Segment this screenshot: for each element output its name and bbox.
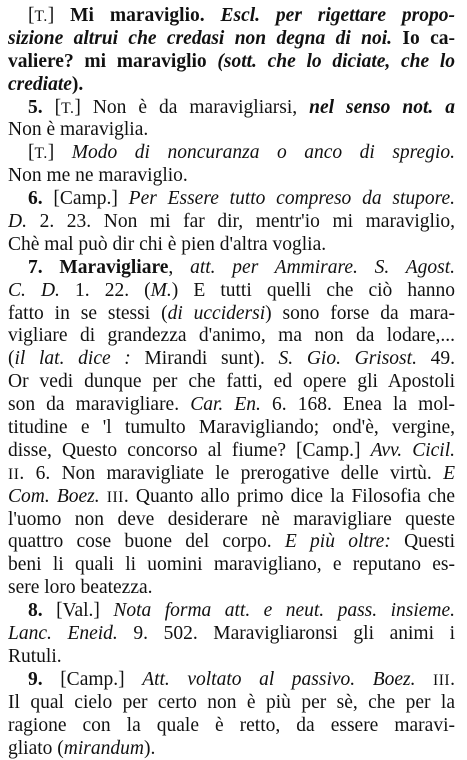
text-segment: III <box>107 489 124 506</box>
text-segment: ] <box>48 142 72 163</box>
text-line <box>8 715 455 738</box>
text-segment: 49. <box>431 348 455 369</box>
text-line <box>8 692 455 715</box>
text-segment: Rutuli. <box>8 646 62 667</box>
text-segment: [ <box>28 5 35 26</box>
text-line <box>8 440 455 463</box>
text-segment: Non me ne maraviglio. <box>8 165 188 186</box>
text-segment: Lanc. Eneid. <box>8 623 133 644</box>
text-line <box>8 646 455 669</box>
text-segment: ( <box>8 348 15 369</box>
text-line <box>8 463 455 486</box>
text-segment: II <box>8 466 19 483</box>
text-line <box>8 51 455 74</box>
text-segment: . <box>450 669 455 690</box>
text-segment: mirandum <box>64 738 144 759</box>
text-segment: Att. voltato al passivo. Boez. <box>142 669 433 690</box>
text-segment: III <box>433 672 450 689</box>
text-segment: (sott. che lo diciate, che lo <box>217 51 455 72</box>
text-line <box>8 738 455 760</box>
text-segment: Escl. per rigettare propo- <box>221 5 455 26</box>
text-segment: [ <box>28 142 35 163</box>
text-segment: 1. 22. ( <box>75 280 151 301</box>
text-line <box>8 280 455 303</box>
text-line <box>8 669 455 692</box>
text-segment: ragione con la quale è retto, da essere maravi- <box>8 715 455 736</box>
text-segment: att. per Ammirare. S. Agost. <box>190 257 455 278</box>
text-segment: [Camp.] <box>60 669 142 690</box>
text-segment: Chè mal può dir chi è pien d'altra voglia. <box>8 234 326 255</box>
text-segment: fatto in se stessi ( <box>8 303 168 324</box>
text-segment: Io ca- <box>402 28 455 49</box>
text-segment: E più oltre: <box>285 531 404 552</box>
text-segment: sizione altrui che credasi non degna di noi. <box>8 28 402 49</box>
text-line <box>8 303 455 326</box>
text-segment: C. D. <box>8 280 75 301</box>
text-segment: vigliare di grandezza d'animo, ma non da lodare,... <box>8 325 455 346</box>
text-segment: D. <box>8 211 40 232</box>
text-line <box>8 234 455 257</box>
text-segment: [Camp.] <box>53 188 128 209</box>
text-segment: T. <box>35 145 48 162</box>
text-line <box>8 257 455 280</box>
text-line <box>8 531 455 554</box>
text-segment: son da maravigliare. <box>8 394 190 415</box>
text-segment: 6. 168. Enea la mol- <box>272 394 455 415</box>
text-line <box>8 600 455 623</box>
text-segment: 2. 23. Non mi far dir, mentr'io mi maraviglio, <box>40 211 455 232</box>
text-line <box>8 417 455 440</box>
text-segment: E <box>443 463 455 484</box>
text-line <box>8 623 455 646</box>
text-segment: quattro cose buone del corpo. <box>8 531 285 552</box>
text-segment: 9. <box>28 669 60 690</box>
text-segment: Com. Boez. <box>8 486 107 507</box>
text-segment: ). <box>72 74 83 95</box>
text-segment: , <box>168 257 190 278</box>
text-line <box>8 97 455 120</box>
text-segment: Or vedi dunque per che fatti, ed opere gli Apostoli <box>8 371 455 392</box>
text-segment: Nota forma att. e neut. pass. insieme. <box>113 600 455 621</box>
text-segment: Mirandi sunt). <box>144 348 278 369</box>
text-line <box>8 371 455 394</box>
text-line <box>8 188 455 211</box>
text-segment: Il qual cielo per certo non è più per sè, che per la <box>8 692 455 713</box>
text-segment: 6. <box>28 188 53 209</box>
text-segment: 8. <box>28 600 56 621</box>
text-segment: T. <box>35 8 48 25</box>
text-segment: [Val.] <box>56 600 113 621</box>
text-segment: Modo di noncuranza o anco di spregio. <box>72 142 455 163</box>
text-line <box>8 325 455 348</box>
text-line <box>8 577 455 600</box>
text-segment: Car. En. <box>190 394 272 415</box>
text-segment: [ <box>55 97 62 118</box>
text-segment: Non è maraviglia. <box>8 119 148 140</box>
text-segment: beni li quali li uomini maravigliano, e reputano es- <box>8 554 455 575</box>
text-line <box>8 486 455 509</box>
text-segment: di uccidersi <box>168 303 266 324</box>
text-segment: . Quanto allo primo dice la Filosofia che <box>124 486 455 507</box>
text-segment: . 6. Non maravigliate le prerogative delle virtù. <box>19 463 443 484</box>
text-segment: valiere? mi maraviglio <box>8 51 217 72</box>
text-line <box>8 5 455 28</box>
text-line <box>8 509 455 532</box>
text-segment: gliato ( <box>8 738 64 759</box>
text-line <box>8 394 455 417</box>
text-segment: ] Non è da maravigliarsi, <box>74 97 309 118</box>
text-segment: il lat. dice : <box>15 348 145 369</box>
text-segment: Questi <box>404 531 455 552</box>
text-segment: ) sono forse da mara- <box>265 303 455 324</box>
text-segment: T. <box>61 100 74 117</box>
text-line <box>8 119 455 142</box>
text-segment: disse, Questo concorso al fiume? [Camp.] <box>8 440 371 461</box>
text-line <box>8 74 455 97</box>
text-segment: S. Gio. Grisost. <box>279 348 431 369</box>
text-line <box>8 554 455 577</box>
text-segment: titudine e 'l tumulto Maravigliando; ond'è, vergine, <box>8 417 455 438</box>
text-line <box>8 142 455 165</box>
text-line <box>8 348 455 371</box>
text-segment: ). <box>144 738 155 759</box>
text-segment: 7. Maravigliare <box>28 257 168 278</box>
text-segment: Mi maraviglio. <box>70 5 220 26</box>
text-line <box>8 28 455 51</box>
text-segment: 9. 502. Maravigliaronsi gli animi i <box>133 623 455 644</box>
text-line <box>8 165 455 188</box>
text-segment: sere loro beatezza. <box>8 577 153 598</box>
text-segment: nel senso not. a <box>309 97 455 118</box>
text-segment: 5. <box>28 97 55 118</box>
text-segment: ] <box>48 5 70 26</box>
text-segment: crediate <box>8 74 72 95</box>
text-segment: l'uomo non deve desiderare nè maravigliare queste <box>8 509 455 530</box>
text-segment: M. <box>151 280 172 301</box>
text-segment: Avv. Cicil. <box>371 440 455 461</box>
text-segment: Per Essere tutto compreso da stupore. <box>129 188 455 209</box>
text-line <box>8 211 455 234</box>
text-segment: ) E tutti quelli che ciò hanno <box>172 280 455 301</box>
